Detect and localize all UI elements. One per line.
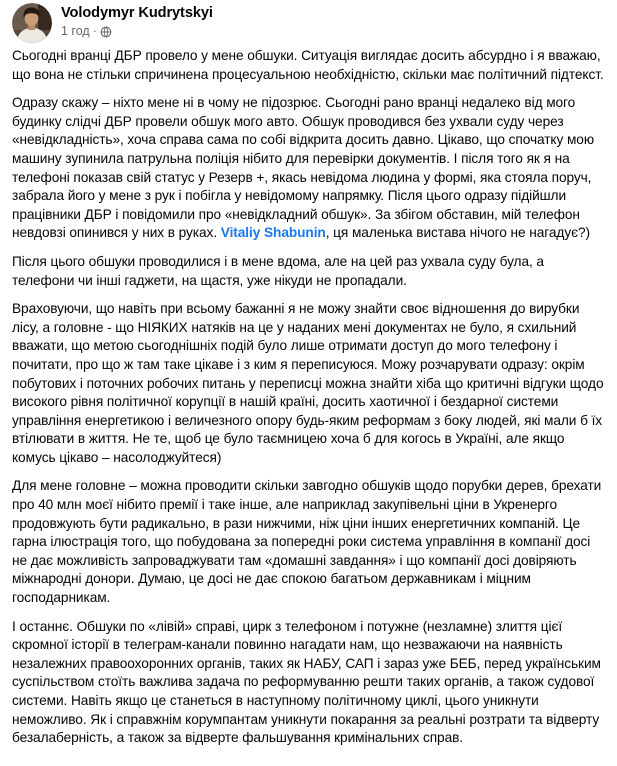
post-body [0, 43, 617, 766]
timestamp[interactable]: 1 год [61, 24, 90, 38]
post-header [0, 0, 617, 43]
avatar[interactable] [12, 3, 52, 43]
avatar-photo [12, 3, 52, 43]
paragraph-4: Враховуючи, що навіть при всьому бажанні я не можу знайти своє відношення до вирубки лісу, а головне - що НІЯКИХ натяків на це у наданих мені документах не було, я схильний вважати, що метою сьогоднішніх подій було лише отримати доступ до мого телефону і почитати, про що ж там таке цікаве і з ким я переписуюся. Можу розчарувати одразу: окрім побутових і поточних робочих питань у переписці можна знайти хіба що критичні відгуки щодо високого рівня політичної корупції в нашій країні, досить хаотичної і бездарної системи управління енергетикою і величезного опору будь-яким реформам з боку людей, які мали б їх втілювати в життя. Не те, щоб це було таємницею хоча б для когось в Україні, але якщо комусь цікаво – насолоджуйтеся) [12, 301, 604, 465]
author-name[interactable]: Volodymyr Kudrytskyi [61, 5, 213, 21]
mention-link[interactable]: Vitaliy Shabunin [220, 225, 326, 241]
paragraph-2 [12, 94, 604, 243]
header-text [61, 3, 213, 40]
paragraph-5: Для мене головне – можна проводити скільки завгодно обшуків щодо порубки дерев, брехати про 40 млн моєї нібито премії і таке інше, але наприклад закупівельні ціни в Укренерго продовжують бути радикально, в рази нижчими, ніж ціни інших енергетичних компаній. Це гарна ілюстрація того, що побудована за попередні роки система управління в компанії досі не дає можливість запроваджувати там «домашні завдання» і що компанії досі довіряють міжнародні донори. Думаю, це досі не дає спокою багатьом державникам і міцним господарникам. [12, 478, 602, 606]
meta-separator: · [92, 24, 97, 38]
post-meta [61, 23, 213, 40]
paragraph-3: Після цього обшуки проводилися і в мене вдома, але на цей раз ухвала суду була, а телефони чи інші гаджети, на щастя, уже нікуди не пропадали. [12, 253, 544, 288]
globe-icon [100, 26, 112, 38]
paragraph-6: І останнє. Обшуки по «лівій» справі, цирк з телефоном і потужне (незламне) злиття цієї скромної історії в телеграм-канали повинно нагадати нам, що незважаючи на наявність незалежних правоохоронних органів, таких як НАБУ, САП і зараз уже БЕБ, перед українським суспільством стоїть важлива задача по реформуванню решти таких органів, а також судової системи. Навіть якщо це станеться в наступному політичному циклі, цього уникнути неможливо. Як і справжнім корумпантам уникнути покарання за реальні розтрати та відверту безалаберність, а також за відверте фальшування кримінальних справ. [12, 618, 601, 746]
paragraph-2-text-after: , ця маленька вистава нічого не нагадує?) [325, 225, 591, 241]
paragraph-1: Сьогодні вранці ДБР провело у мене обшуки. Ситуація виглядає досить абсурдно і я вважаю, що вона не стільки спричинена процесуальною необхідністю, скільки має політичний підтекст. [12, 48, 604, 82]
paragraph-2-text-before: Одразу скажу – ніхто мене ні в чому не підозрює. Сьогодні рано вранці недалеко від мого будинку слідчі ДБР провели обшук мого авто. Обшук проводився без ухвали суду через «невідкладність», хоча справа сама по собі відкрита досить давно. Цікаво, що спочатку мою машину зупинила патрульна поліція нібито для перевірки документів. І після того як я на телефоні показав свій статус у Резерв +, якась невідома людина у формі, яка стояла поруч, забрала його у мене з рук і побігла у невідомому напрямку. Після цього одразу підійшли працівники ДБР і повідомили про «невідкладний обшук». За збігом обставин, мій телефон невдовзі опинився у них в руках. [12, 95, 595, 241]
